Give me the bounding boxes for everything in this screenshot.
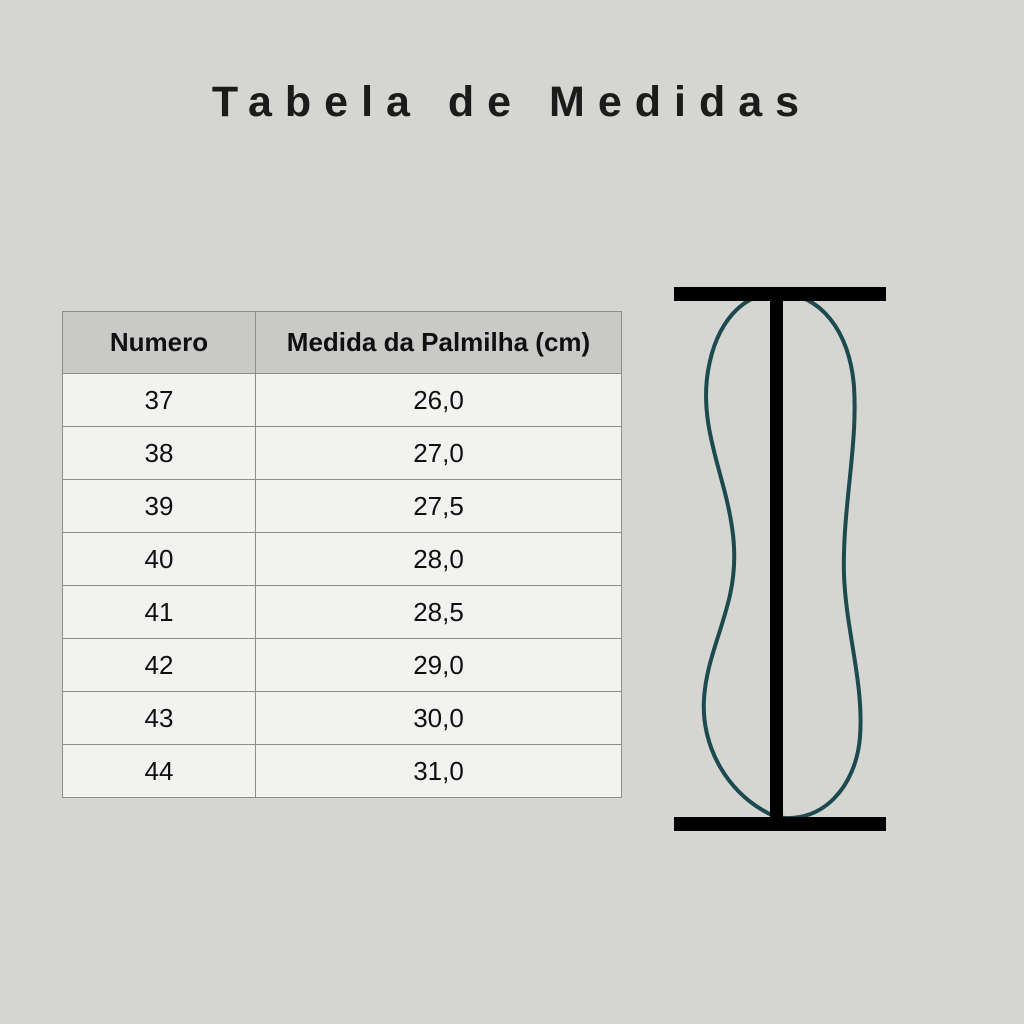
cell-medida: 28,0 [256, 533, 622, 586]
cell-numero: 42 [63, 639, 256, 692]
cell-numero: 40 [63, 533, 256, 586]
cell-medida: 28,5 [256, 586, 622, 639]
cell-numero: 38 [63, 427, 256, 480]
table-header [63, 312, 622, 374]
size-table [62, 311, 622, 798]
cell-numero: 39 [63, 480, 256, 533]
cell-medida: 26,0 [256, 374, 622, 427]
table-row [63, 586, 622, 639]
column-header-numero: Numero [63, 312, 256, 374]
cell-numero: 37 [63, 374, 256, 427]
cell-numero: 43 [63, 692, 256, 745]
table-row [63, 427, 622, 480]
cell-medida: 27,5 [256, 480, 622, 533]
table-row [63, 480, 622, 533]
table-row [63, 692, 622, 745]
cell-medida: 29,0 [256, 639, 622, 692]
table-body [63, 374, 622, 798]
column-header-medida: Medida da Palmilha (cm) [256, 312, 622, 374]
measure-line-vertical-icon [770, 287, 783, 831]
cell-numero: 41 [63, 586, 256, 639]
cell-medida: 31,0 [256, 745, 622, 798]
cell-medida: 27,0 [256, 427, 622, 480]
cell-medida: 30,0 [256, 692, 622, 745]
table-row [63, 745, 622, 798]
table-row [63, 533, 622, 586]
page-title: Tabela de Medidas [211, 78, 813, 126]
table-header-row [63, 312, 622, 374]
insole-measure-diagram [660, 275, 900, 845]
table-row [63, 374, 622, 427]
table-row [63, 639, 622, 692]
cell-numero: 44 [63, 745, 256, 798]
